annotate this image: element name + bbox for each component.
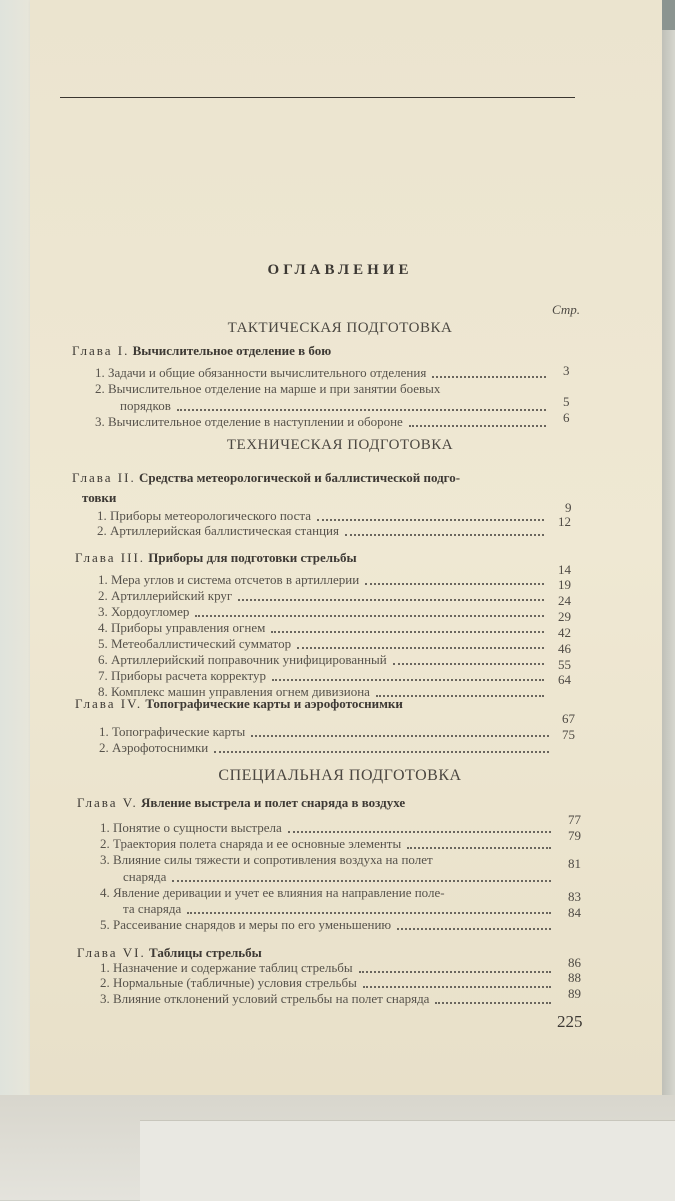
chapter-name: Таблицы стрельбы	[149, 945, 262, 960]
dot-leader	[345, 534, 544, 536]
part-heading: ТАКТИЧЕСКАЯ ПОДГОТОВКА	[227, 320, 453, 336]
book-cover-edge	[662, 0, 675, 1200]
page-column-label: Стр.	[552, 302, 580, 317]
toc-entry-title: 4. Приборы управления огнем	[98, 620, 266, 635]
toc-entry-title: 1. Приборы метеорологического поста	[97, 508, 311, 523]
chapter-heading	[72, 470, 460, 486]
chapter-label: Глава II.	[72, 470, 136, 485]
toc-entry	[95, 381, 545, 397]
chapter-name: Средства метеорологической и баллистической подго-	[138, 470, 461, 485]
chapter-label: Глава VI.	[77, 945, 146, 960]
dot-leader	[177, 409, 546, 411]
chapter-label: Глава V.	[77, 795, 138, 810]
dot-leader	[317, 519, 544, 521]
dot-leader	[297, 647, 544, 649]
chapter-heading	[77, 795, 405, 811]
table-surface	[0, 1095, 675, 1200]
page-number: 46	[558, 641, 571, 656]
chapter-heading	[77, 945, 262, 961]
toc-entry	[100, 820, 555, 836]
toc-entry-title: 1. Назначение и содержание таблиц стрельбы	[100, 960, 353, 975]
page-number: 19	[558, 577, 571, 592]
toc-entry	[98, 668, 548, 684]
page-number: 64	[558, 672, 571, 687]
toc-entry	[99, 724, 553, 740]
toc-entry-title: 4. Явление деривации и учет ее влияния на направление поле-	[100, 885, 445, 900]
toc-entry-title: 5. Метеобаллистический сумматор	[98, 636, 292, 651]
page-number: 24	[558, 593, 571, 608]
page-number: 89	[568, 986, 581, 1001]
toc-entry-title: 3. Влияние отклонений условий стрельбы на полет снаряда	[100, 991, 430, 1006]
adjacent-page-edge	[0, 0, 32, 1200]
dot-leader	[393, 663, 544, 665]
chapter-heading	[75, 550, 357, 566]
chapter-label: Глава I.	[72, 343, 130, 358]
chapter-label: Глава III.	[75, 550, 146, 565]
page-number: 5	[563, 394, 570, 409]
chapter-label: Глава IV.	[75, 696, 143, 711]
toc-entry	[97, 523, 548, 539]
book-cover	[140, 1120, 675, 1201]
toc-entry-title: 5. Рассеивание снарядов и меры по его уменьшению	[100, 917, 392, 932]
toc-entry	[100, 885, 555, 901]
toc-entry-title: 3. Влияние силы тяжести и сопротивления воздуха на полет	[100, 852, 433, 867]
toc-entry	[123, 869, 555, 885]
toc-title: ОГЛАВЛЕНИЕ	[267, 262, 413, 278]
page-number: 84	[568, 905, 581, 920]
page-number: 55	[558, 657, 571, 672]
chapter-name: Приборы для подготовки стрельбы	[148, 550, 357, 565]
toc-entry	[97, 508, 548, 524]
chapter-name: Вычислительное отделение в бою	[132, 343, 332, 358]
page-number: 14	[558, 562, 571, 577]
dot-leader	[376, 695, 544, 697]
dot-leader	[214, 751, 549, 753]
toc-entry-title: порядков	[120, 398, 171, 413]
dot-leader	[238, 599, 544, 601]
toc-entry-title: 1. Задачи и общие обязанности вычислительного отделения	[95, 365, 427, 380]
page-number: 3	[563, 363, 570, 378]
page-number: 12	[558, 514, 571, 529]
page-number: 79	[568, 828, 581, 843]
toc-entry-title: 1. Мера углов и система отсчетов в артиллерии	[98, 572, 360, 587]
toc-entry	[98, 636, 548, 652]
toc-entry-title: 2. Нормальные (табличные) условия стрельбы	[100, 975, 357, 990]
dot-leader	[409, 425, 546, 427]
dot-leader	[271, 631, 544, 633]
toc-entry-title: 2. Траектория полета снаряда и ее основные элементы	[100, 836, 402, 851]
chapter-name: товки	[82, 490, 117, 505]
dot-leader	[288, 831, 551, 833]
page-number: 75	[562, 727, 575, 742]
page-number: 81	[568, 856, 581, 871]
toc-entry	[100, 917, 555, 933]
dot-leader	[195, 615, 544, 617]
toc-entry	[99, 740, 553, 756]
toc-entry	[100, 991, 555, 1007]
toc-entry	[98, 572, 548, 588]
cover-tab	[662, 0, 675, 30]
page-number: 88	[568, 970, 581, 985]
toc-entry	[98, 684, 548, 700]
toc-entry	[95, 414, 550, 430]
dot-leader	[187, 912, 551, 914]
toc-entry	[120, 398, 550, 414]
toc-entry-title: 2. Артиллерийский круг	[98, 588, 233, 603]
toc-entry-title: 8. Комплекс машин управления огнем дивизиона	[98, 684, 370, 699]
page-number: 67	[562, 711, 575, 726]
dot-leader	[172, 880, 551, 882]
page-number: 83	[568, 889, 581, 904]
toc-entry	[98, 620, 548, 636]
toc-entry	[98, 588, 548, 604]
dot-leader	[251, 735, 549, 737]
page-number: 42	[558, 625, 571, 640]
toc-entry	[123, 901, 555, 917]
chapter-heading	[72, 343, 331, 359]
dot-leader	[272, 679, 544, 681]
dot-leader	[407, 847, 551, 849]
page-number: 29	[558, 609, 571, 624]
toc-entry	[98, 652, 548, 668]
dot-leader	[359, 971, 551, 973]
toc-entry-title: 1. Топографические карты	[99, 724, 246, 739]
toc-entry-title: 3. Вычислительное отделение в наступлении и обороне	[95, 414, 403, 429]
toc-entry-title: 1. Понятие о сущности выстрела	[100, 820, 282, 835]
toc-entry-title: 3. Хордоугломер	[98, 604, 190, 619]
part-heading: ТЕХНИЧЕСКАЯ ПОДГОТОВКА	[226, 437, 454, 453]
toc-entry-title: 2. Артиллерийская баллистическая станция	[97, 523, 339, 538]
chapter-name: Явление выстрела и полет снаряда в воздухе	[141, 795, 406, 810]
page-number: 77	[568, 812, 581, 827]
header-rule	[60, 97, 575, 98]
toc-entry	[98, 604, 548, 620]
page-number: 86	[568, 955, 581, 970]
dot-leader	[363, 986, 551, 988]
toc-entry-title: 6. Артиллерийский поправочник унифицированный	[98, 652, 387, 667]
dot-leader	[435, 1002, 551, 1004]
toc-entry-title: 2. Аэрофотоснимки	[99, 740, 209, 755]
toc-entry-title: снаряда	[123, 869, 167, 884]
toc-entry	[100, 836, 555, 852]
toc-entry-title: 2. Вычислительное отделение на марше и при занятии боевых	[95, 381, 441, 396]
toc-entry	[100, 852, 555, 868]
toc-entry	[100, 960, 555, 976]
chapter-name: Топографические карты и аэрофотоснимки	[145, 696, 403, 711]
page-number: 9	[565, 500, 572, 515]
toc-entry	[95, 365, 550, 381]
part-heading: СПЕЦИАЛЬНАЯ ПОДГОТОВКА	[218, 767, 462, 784]
toc-entry	[100, 975, 555, 991]
toc-entry-title: 7. Приборы расчета корректур	[98, 668, 266, 683]
dot-leader	[365, 583, 544, 585]
toc-entry-title: та снаряда	[123, 901, 182, 916]
dot-leader	[432, 376, 546, 378]
chapter-heading-cont	[82, 490, 116, 506]
page-folio: 225	[557, 1012, 583, 1031]
dot-leader	[397, 928, 551, 930]
page-number: 6	[563, 410, 570, 425]
